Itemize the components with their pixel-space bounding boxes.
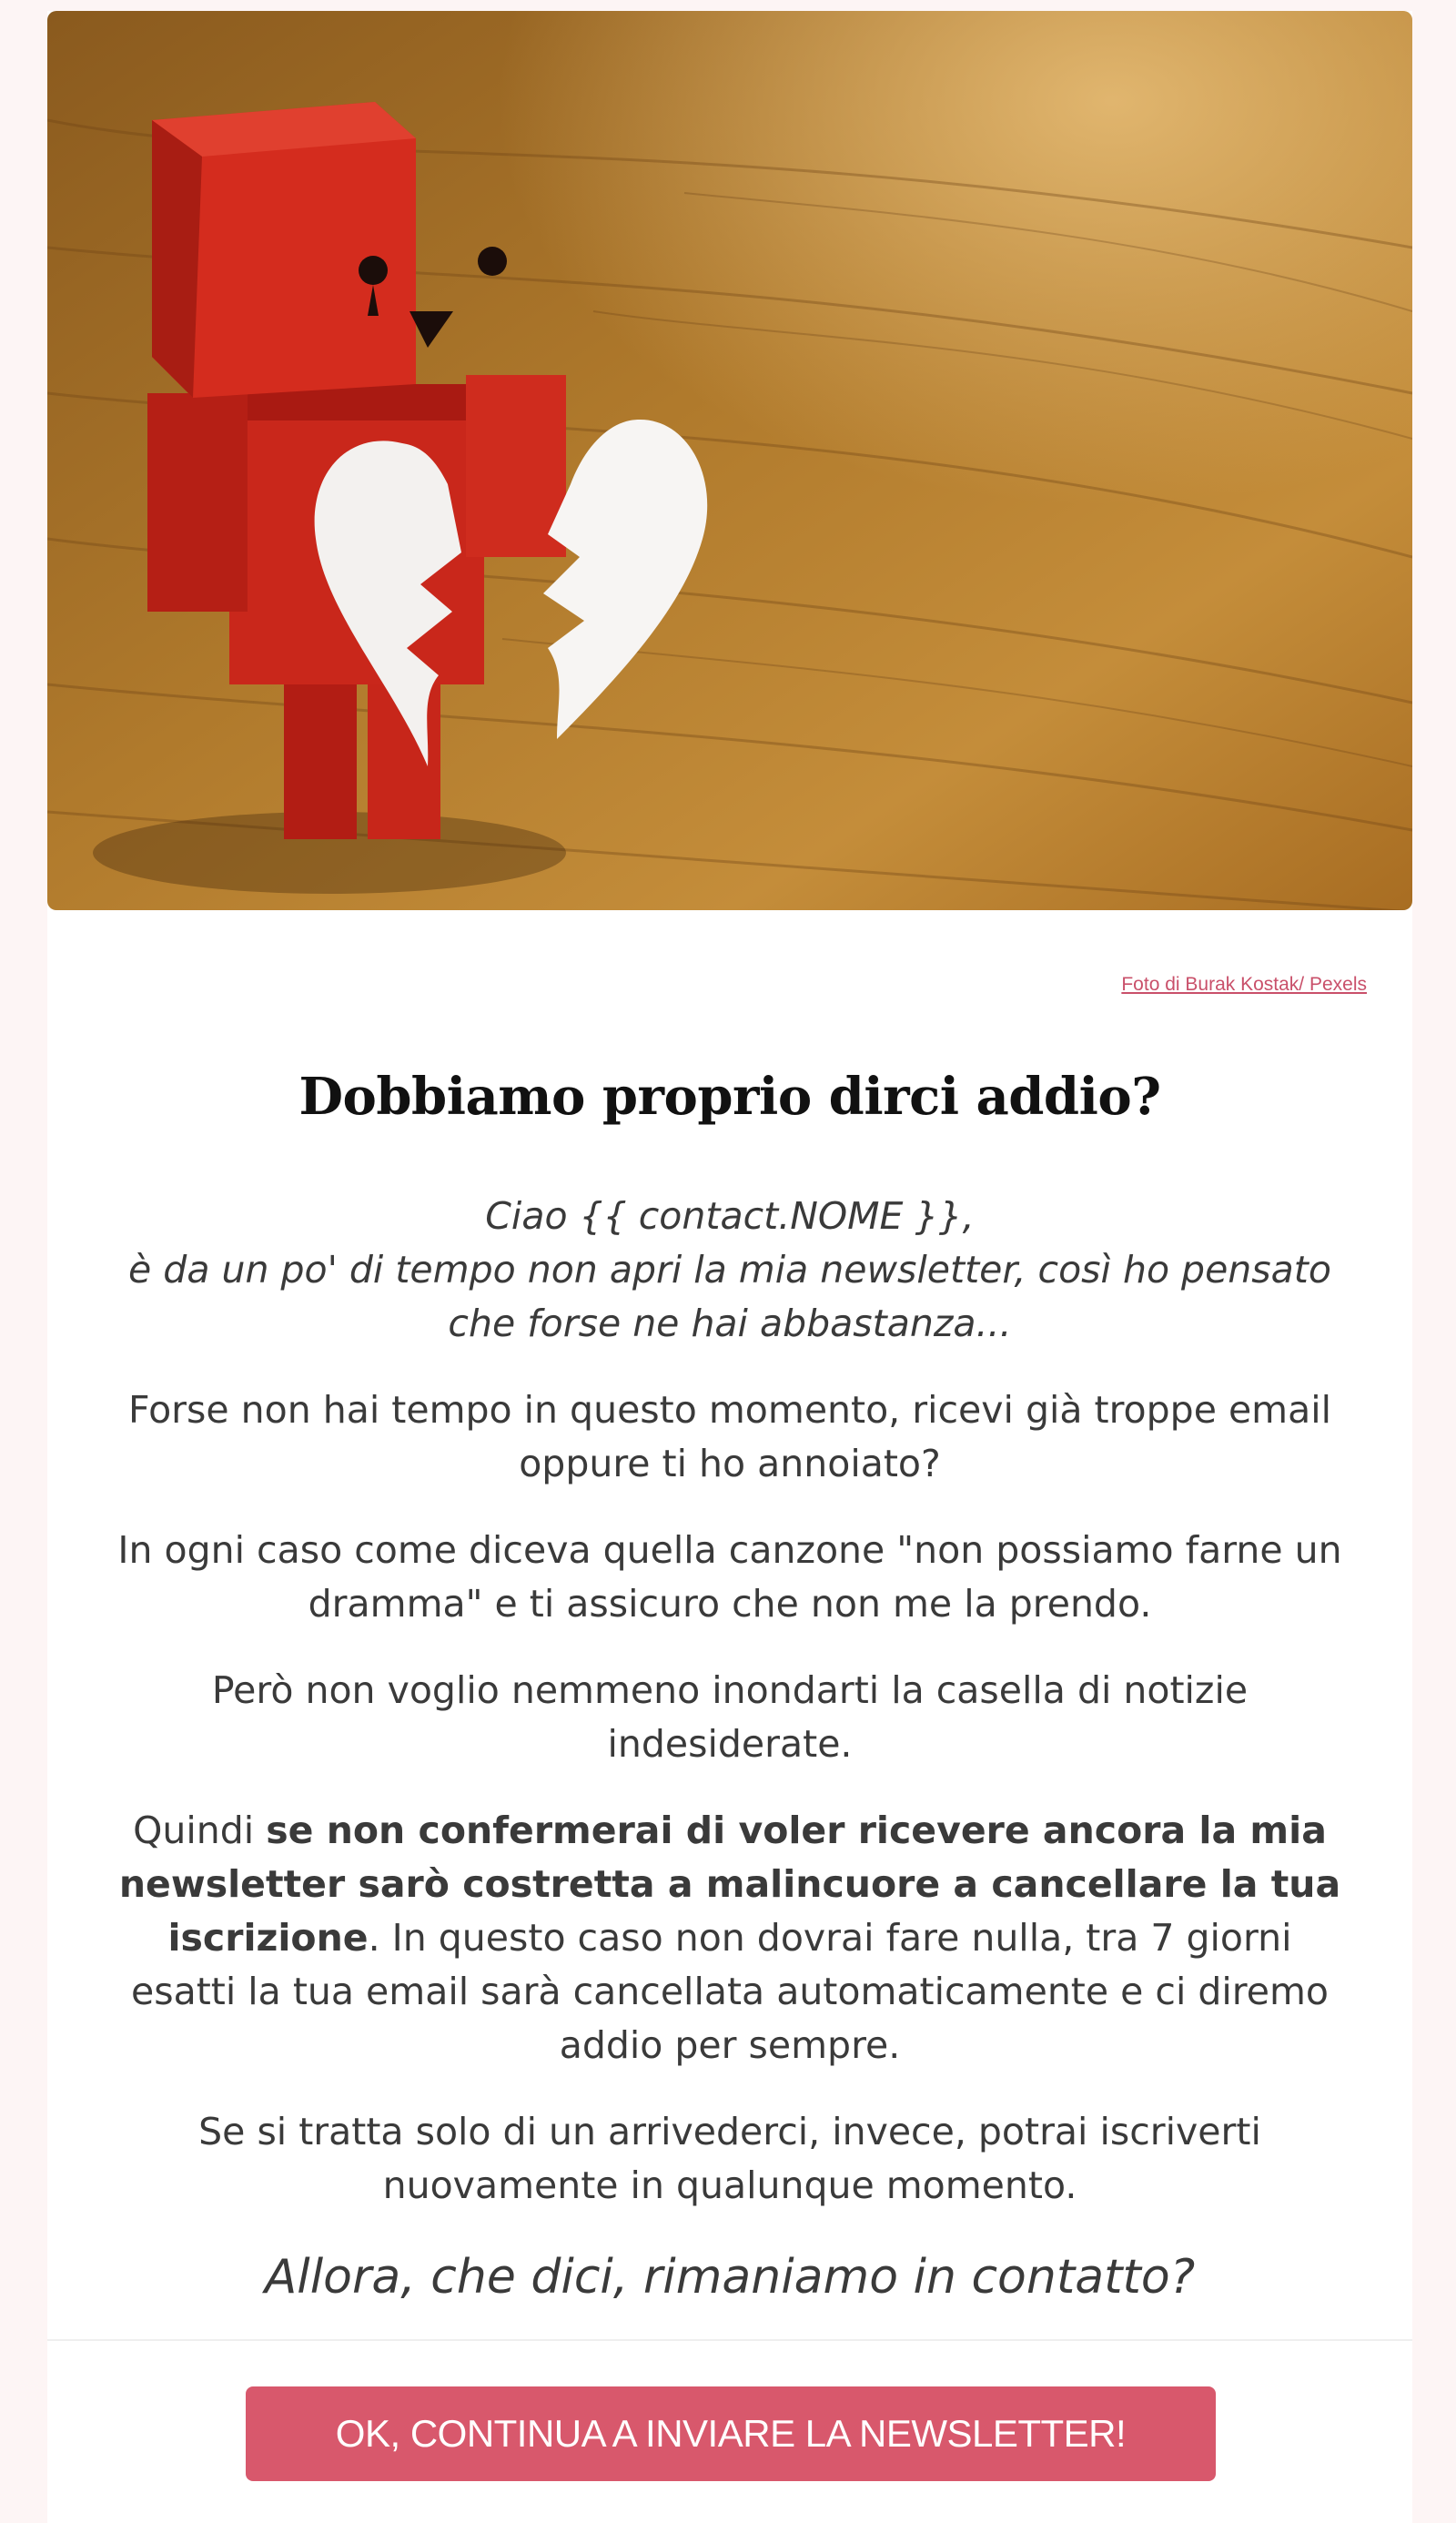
paragraph-1: Forse non hai tempo in questo momento, ricevi già troppe email oppure ti ho annoiato?: [127, 1388, 1332, 1485]
intro-text: è da un po' di tempo non apri la mia newsletter, così ho pensato che forse ne hai abbastanza...: [128, 1248, 1331, 1345]
paper-robot-illustration: [47, 11, 1412, 910]
paragraph-5: Se si tratta solo di un arrivederci, invece, potrai iscriverti nuovamente in qualunque momento.: [198, 2110, 1261, 2207]
divider: [47, 2339, 1412, 2341]
intro-paragraph: [111, 1190, 1349, 1351]
email-title: Dobbiamo proprio dirci addio?: [298, 1067, 1161, 1127]
paragraph-4-lead: Quindi: [133, 1809, 267, 1852]
email-body: [111, 1190, 1349, 2342]
continue-newsletter-button[interactable]: OK, CONTINUA A INVIARE LA NEWSLETTER!: [246, 2386, 1216, 2481]
greeting: Ciao {{ contact.NOME }},: [485, 1194, 975, 1238]
paragraph-2: In ogni caso come diceva quella canzone "non possiamo farne un dramma" e ti assicuro che non me la prendo.: [117, 1528, 1342, 1626]
paragraph-4-rest: . In questo caso non dovrai fare nulla, tra 7 giorni esatti la tua email sarà cancellata automaticamente e ci diremo addio per sempre.: [130, 1916, 1329, 2067]
closing-question: Allora, che dici, rimaniamo in contatto?: [264, 2250, 1196, 2305]
photo-credit-link[interactable]: Foto di Burak Kostak/ Pexels: [1121, 974, 1367, 995]
paragraph-4-bold: se non confermerai di voler ricevere ancora la mia newsletter sarò costretta a malincuore a cancellare la tua iscrizione: [118, 1809, 1341, 1960]
email-card: [47, 11, 1412, 2523]
paragraph-4: [111, 1804, 1349, 2072]
paragraph-3: Però non voglio nemmeno inondarti la casella di notizie indesiderate.: [211, 1668, 1249, 1766]
hero-image: [47, 11, 1412, 910]
